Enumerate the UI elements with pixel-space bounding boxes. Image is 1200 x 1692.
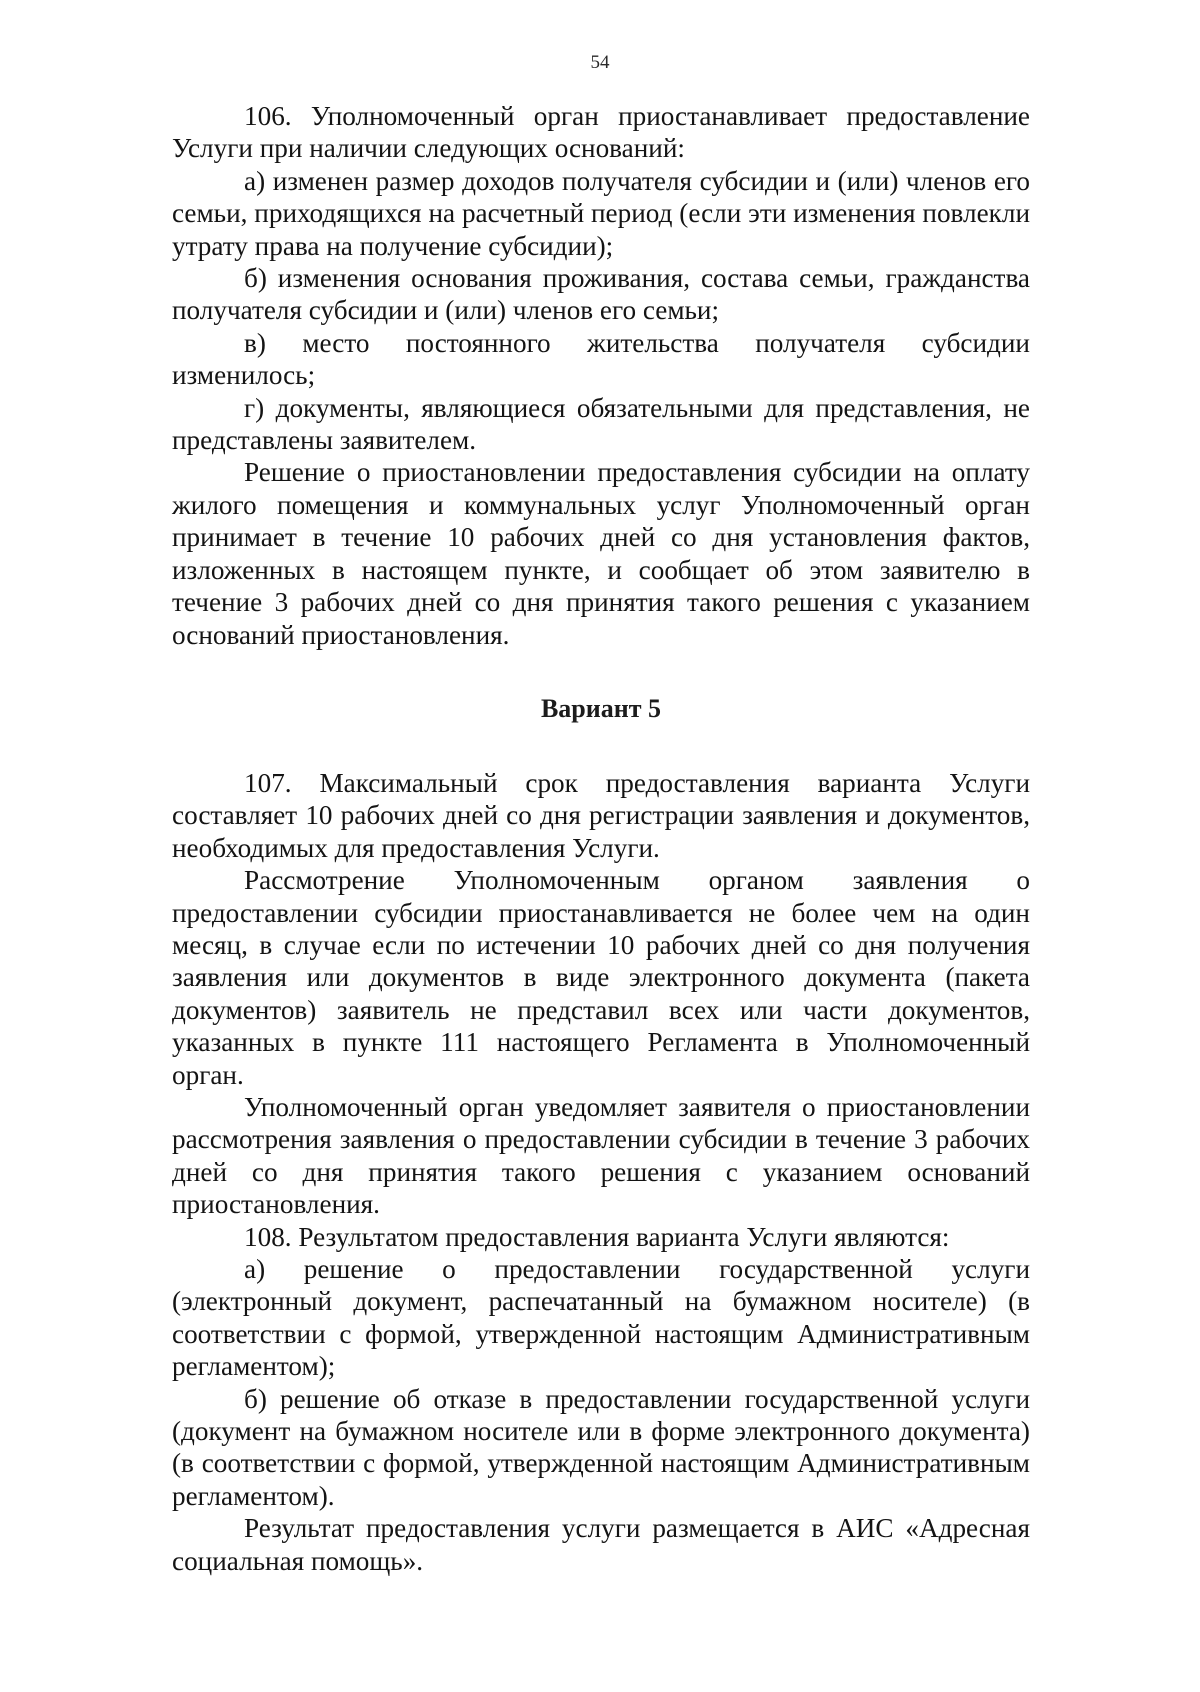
document-body	[172, 100, 1030, 1577]
paragraph-108-b: б) решение об отказе в предоставлении государственной услуги (документ на бумажном носителе или в форме электронного документа) (в соответствии с формой, утвержденной настоящим Административным регламентом).	[172, 1383, 1030, 1511]
paragraph-106-v: в) место постоянного жительства получателя субсидии изменилось;	[172, 327, 1030, 391]
paragraph-106: 106. Уполномоченный орган приостанавливает предоставление Услуги при наличии следующих оснований:	[172, 101, 1030, 164]
paragraph-106-b: б) изменения основания проживания, состава семьи, гражданства получателя субсидии и (или) членов его семьи;	[172, 263, 1030, 326]
section-heading: Вариант 5	[540, 693, 662, 723]
paragraph-108: 108. Результатом предоставления варианта Услуги являются:	[244, 1221, 950, 1252]
paragraph-106-g: г) документы, являющиеся обязательными для представления, не представлены заявителем.	[172, 392, 1030, 456]
paragraph-107-review: Рассмотрение Уполномоченным органом заявления о предоставлении субсидии приостанавливается не более чем на один месяц, в случае если по истечении 10 рабочих дней со дня получения заявления или документов в виде электронного документа (пакета документов) заявитель не представил всех или части документов, указанных в пункте 111 настоящего Регламента в Уполномоченный орган.	[172, 865, 1030, 1090]
paragraph-107: 107. Максимальный срок предоставления варианта Услуги составляет 10 рабочих дней со дня регистрации заявления и документов, необходимых для предоставления Услуги.	[172, 767, 1030, 863]
paragraph-106-a: а) изменен размер доходов получателя субсидии и (или) членов его семьи, приходящихся на расчетный период (если эти изменения повлекли утрату права на получение субсидии);	[172, 165, 1030, 261]
paragraph-107-notify: Уполномоченный орган уведомляет заявителя о приостановлении рассмотрения заявления о предоставлении субсидии в течение 3 рабочих дней со дня принятия такого решения с указанием оснований приостановления.	[172, 1091, 1030, 1220]
paragraph-106-decision: Решение о приостановлении предоставления субсидии на оплату жилого помещения и коммунальных услуг Уполномоченный орган принимает в течение 10 рабочих дней со дня установления фактов, изложенных в настоящем пункте, и сообщает об этом заявителю в течение 3 рабочих дней со дня принятия такого решения с указанием оснований приостановления.	[172, 457, 1030, 650]
paragraph-108-a: а) решение о предоставлении государственной услуги (электронный документ, распечатанный на бумажном носителе) (в соответствии с формой, утвержденной настоящим Административным регламентом);	[172, 1254, 1030, 1382]
page-number: 54	[590, 52, 610, 73]
paragraph-108-result: Результат предоставления услуги размещается в АИС «Адресная социальная помощь».	[172, 1513, 1030, 1576]
